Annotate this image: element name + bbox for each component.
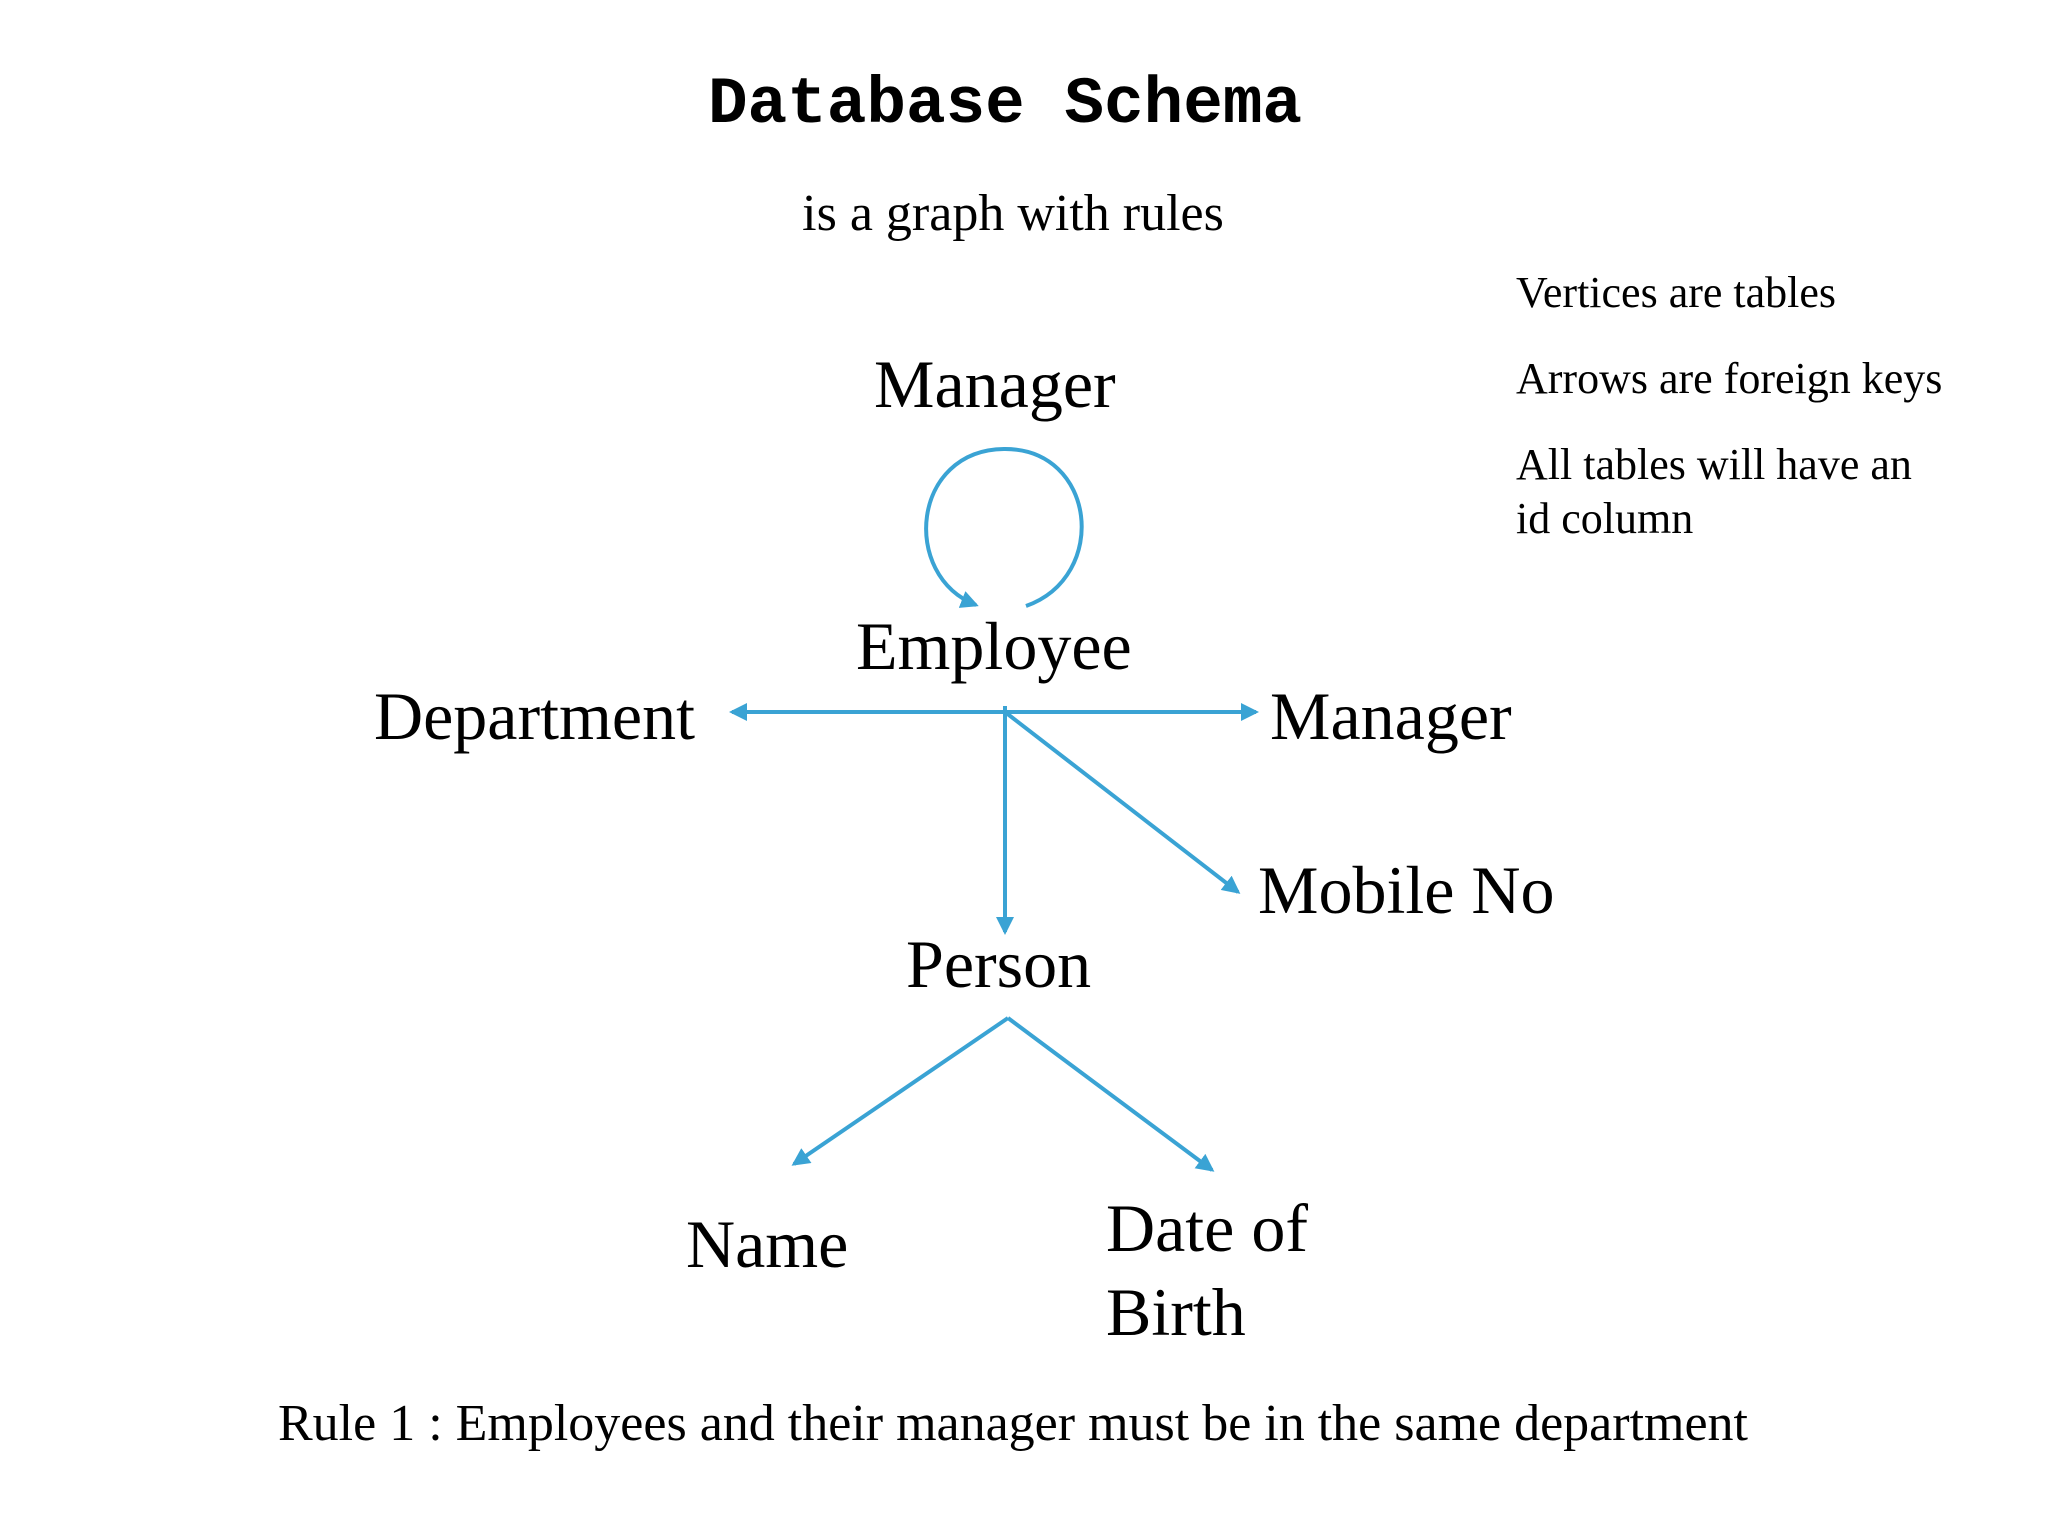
- node-mobile-no: Mobile No: [1258, 852, 1555, 928]
- edge-person-date-of-birth: [1008, 1018, 1212, 1170]
- node-manager-top: Manager: [874, 346, 1116, 422]
- edge-employee-self-loop: [926, 449, 1082, 606]
- node-manager-right: Manager: [1270, 678, 1512, 754]
- page-title: Database Schema: [707, 67, 1303, 142]
- node-date-of-birth: Date of Birth: [1106, 1190, 1309, 1350]
- edge-employee-mobile-no: [1005, 712, 1238, 892]
- node-person: Person: [906, 926, 1092, 1002]
- note-vertices: Vertices are tables: [1516, 268, 1837, 317]
- edge-person-name: [794, 1018, 1008, 1164]
- node-name: Name: [686, 1206, 849, 1282]
- page-subtitle: is a graph with rules: [802, 185, 1224, 242]
- node-department: Department: [374, 678, 695, 754]
- node-employee: Employee: [856, 608, 1132, 684]
- note-id-column: All tables will have an id column: [1516, 440, 1912, 543]
- note-arrows: Arrows are foreign keys: [1516, 354, 1943, 403]
- rule-text: Rule 1 : Employees and their manager must be in the same department: [277, 1395, 1748, 1452]
